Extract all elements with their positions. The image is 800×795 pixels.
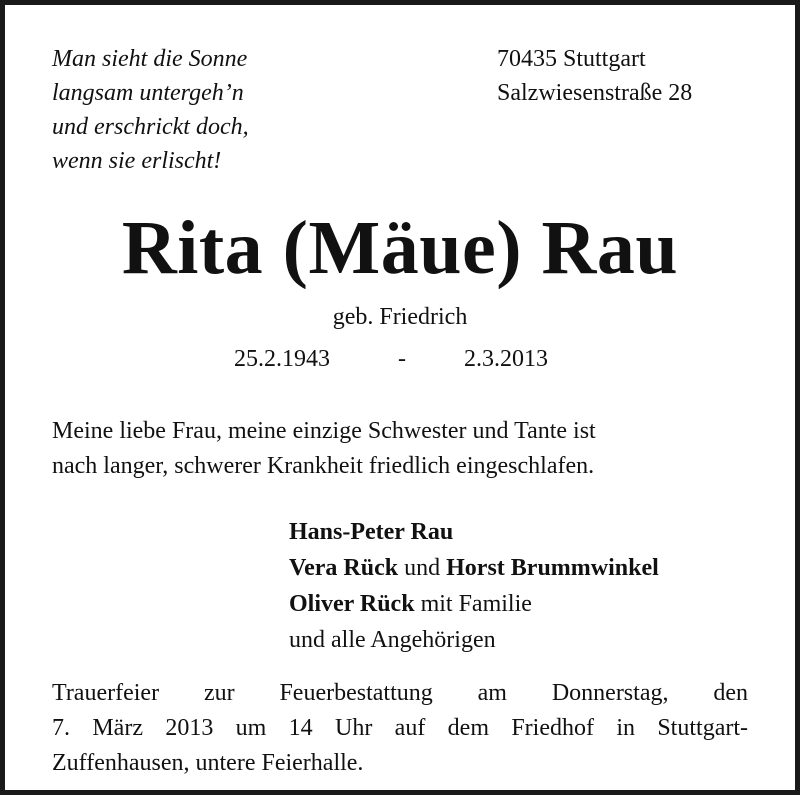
announcement-text xyxy=(52,414,752,484)
address-city: 70435 Stuttgart xyxy=(497,46,646,72)
announcement-line: Meine liebe Frau, meine einzige Schwester und Tante ist xyxy=(52,418,596,444)
service-line: Zuffenhausen, untere Feierhalle. xyxy=(52,750,364,776)
death-date: 2.3.2013 xyxy=(464,346,548,372)
mourner-line xyxy=(289,514,769,550)
birth-name: geb. Friedrich xyxy=(332,304,468,330)
poem-verse xyxy=(52,42,372,178)
mourner-line xyxy=(289,550,769,586)
mourner-name: Oliver Rück xyxy=(289,591,415,617)
birth-date: 25.2.1943 xyxy=(234,346,330,372)
life-dates xyxy=(5,343,795,375)
poem-line: wenn sie erlischt! xyxy=(52,148,222,174)
mourner-name: Hans-Peter Rau xyxy=(289,519,454,545)
date-separator: - xyxy=(398,346,406,372)
address-street: Salzwiesenstraße 28 xyxy=(497,80,693,106)
mourner-connector: und xyxy=(404,555,441,581)
service-details xyxy=(52,676,748,781)
poem-line: langsam untergeh’n xyxy=(52,80,244,106)
service-line: 7. März 2013 um 14 Uhr auf dem Friedhof in Stuttgart- xyxy=(52,715,748,741)
deceased-name: Rita (Mäue) Rau xyxy=(121,206,679,290)
mourners-list xyxy=(289,514,769,658)
poem-line: und erschrickt doch, xyxy=(52,114,249,140)
mourner-name: Horst Brummwinkel xyxy=(446,555,659,581)
mourner-line xyxy=(289,586,769,622)
service-line: Trauerfeier zur Feuerbestattung am Donnerstag, den xyxy=(52,680,748,706)
poem-line: Man sieht die Sonne xyxy=(52,46,248,72)
mourner-suffix: mit Familie xyxy=(420,591,532,617)
mourner-name: Vera Rück xyxy=(289,555,399,581)
address-block xyxy=(497,42,787,110)
announcement-line: nach langer, schwerer Krankheit friedlich eingeschlafen. xyxy=(52,453,595,479)
mourner-line: und alle Angehörigen xyxy=(289,627,496,653)
